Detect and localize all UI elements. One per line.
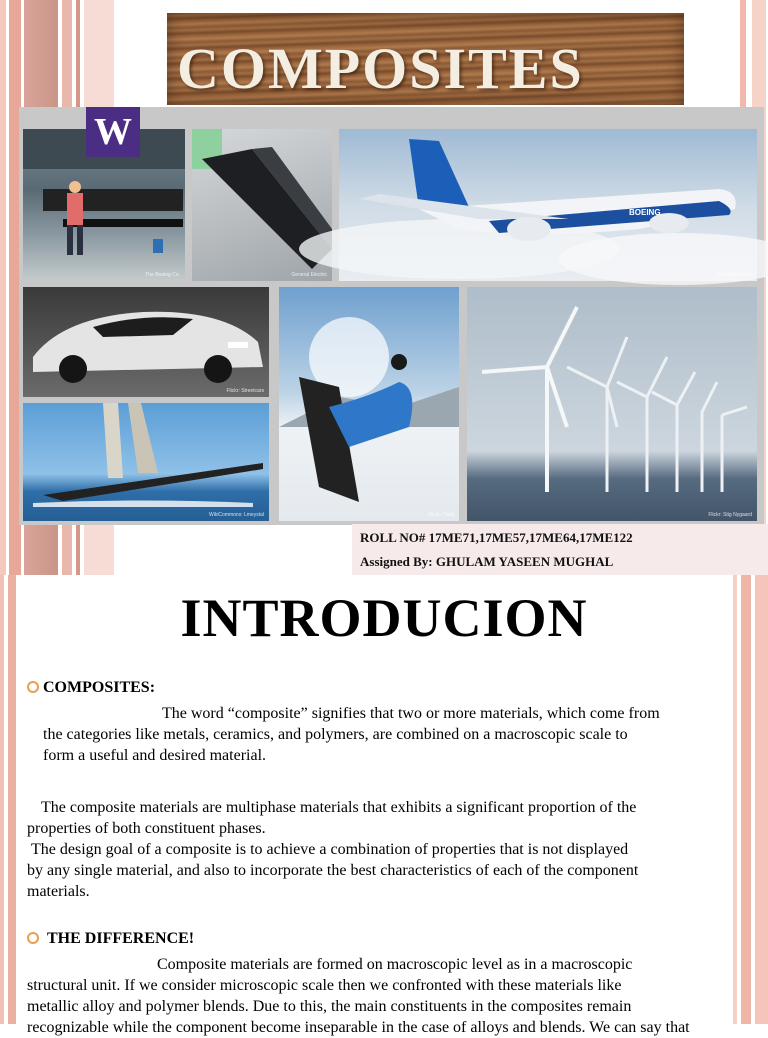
- snowboarder-illustration: [279, 287, 459, 521]
- photo-credit: General Electric: [291, 272, 327, 278]
- photo-credit: Flickr: Thrid: [427, 512, 454, 518]
- wind-turbines-photo: [467, 287, 757, 521]
- text-line: materials.: [27, 883, 90, 900]
- text-line: form a useful and desired material.: [43, 747, 267, 764]
- text-line: by any single material, and also to incorporate the best characteristics of each of the component: [27, 862, 639, 879]
- text-line: structural unit. If we consider microscopic scale then we confronted with these materials like: [27, 977, 622, 994]
- title-wood-plate: [167, 13, 684, 105]
- section-title-composites: COMPOSITES:: [43, 679, 156, 696]
- airplane-photo: [339, 129, 757, 281]
- text-line: properties of both constituent phases.: [27, 820, 266, 837]
- photo-collage: [19, 107, 764, 525]
- bullet-icon: [27, 932, 39, 944]
- uw-logo: W: [86, 107, 140, 157]
- photo-credit: The Boeing Co.: [717, 272, 752, 278]
- car-illustration: [23, 287, 269, 397]
- airplane-illustration: [339, 129, 757, 281]
- text-line: The composite materials are multiphase materials that exhibits a significant proportion of the: [41, 799, 637, 816]
- photo-credit: Flickr: Streetcars: [226, 388, 264, 394]
- decor-stripe: [0, 0, 6, 575]
- snowboarder-photo: [279, 287, 459, 521]
- photo-credit: WikiCommons: Lmeystal: [208, 512, 264, 518]
- text-line: Composite materials are formed on macroscopic level as in a macroscopic: [157, 956, 633, 973]
- roll-numbers: ROLL NO# 17ME71,17ME57,17ME64,17ME122: [360, 530, 633, 545]
- sports-car-photo: [23, 287, 269, 397]
- text-line: metallic alloy and polymer blends. Due to this, the main constituents in the composites remain: [27, 998, 632, 1015]
- roll-info-box: [352, 524, 768, 575]
- boeing-brand: BOEING: [629, 208, 661, 217]
- turbines-illustration: [467, 287, 757, 521]
- photo-credit: The Boeing Co.: [145, 272, 180, 278]
- bullet-icon: [27, 681, 39, 693]
- assigned-by: Assigned By: GHULAM YASEEN MUGHAL: [360, 554, 614, 569]
- slide-title: COMPOSITES: [177, 36, 584, 101]
- text-line: The design goal of a composite is to achieve a combination of properties that is not displayed: [31, 841, 629, 858]
- intro-heading: INTRODUCION: [180, 588, 588, 648]
- text-line: the categories like metals, ceramics, and polymers, are combined on a macroscopic scale to: [43, 726, 628, 743]
- text-line: recognizable while the component become inseparable in the case of alloys and blends. We can say that: [27, 1019, 690, 1036]
- sailboat-photo: [23, 403, 269, 521]
- photo-credit: Flickr: Stig Nygaard: [708, 512, 752, 518]
- section-title-difference: THE DIFFERENCE!: [47, 930, 195, 947]
- introduction-slide: [0, 575, 768, 1036]
- sailboat-illustration: [23, 403, 269, 521]
- text-line: The word “composite” signifies that two or more materials, which come from: [162, 705, 660, 722]
